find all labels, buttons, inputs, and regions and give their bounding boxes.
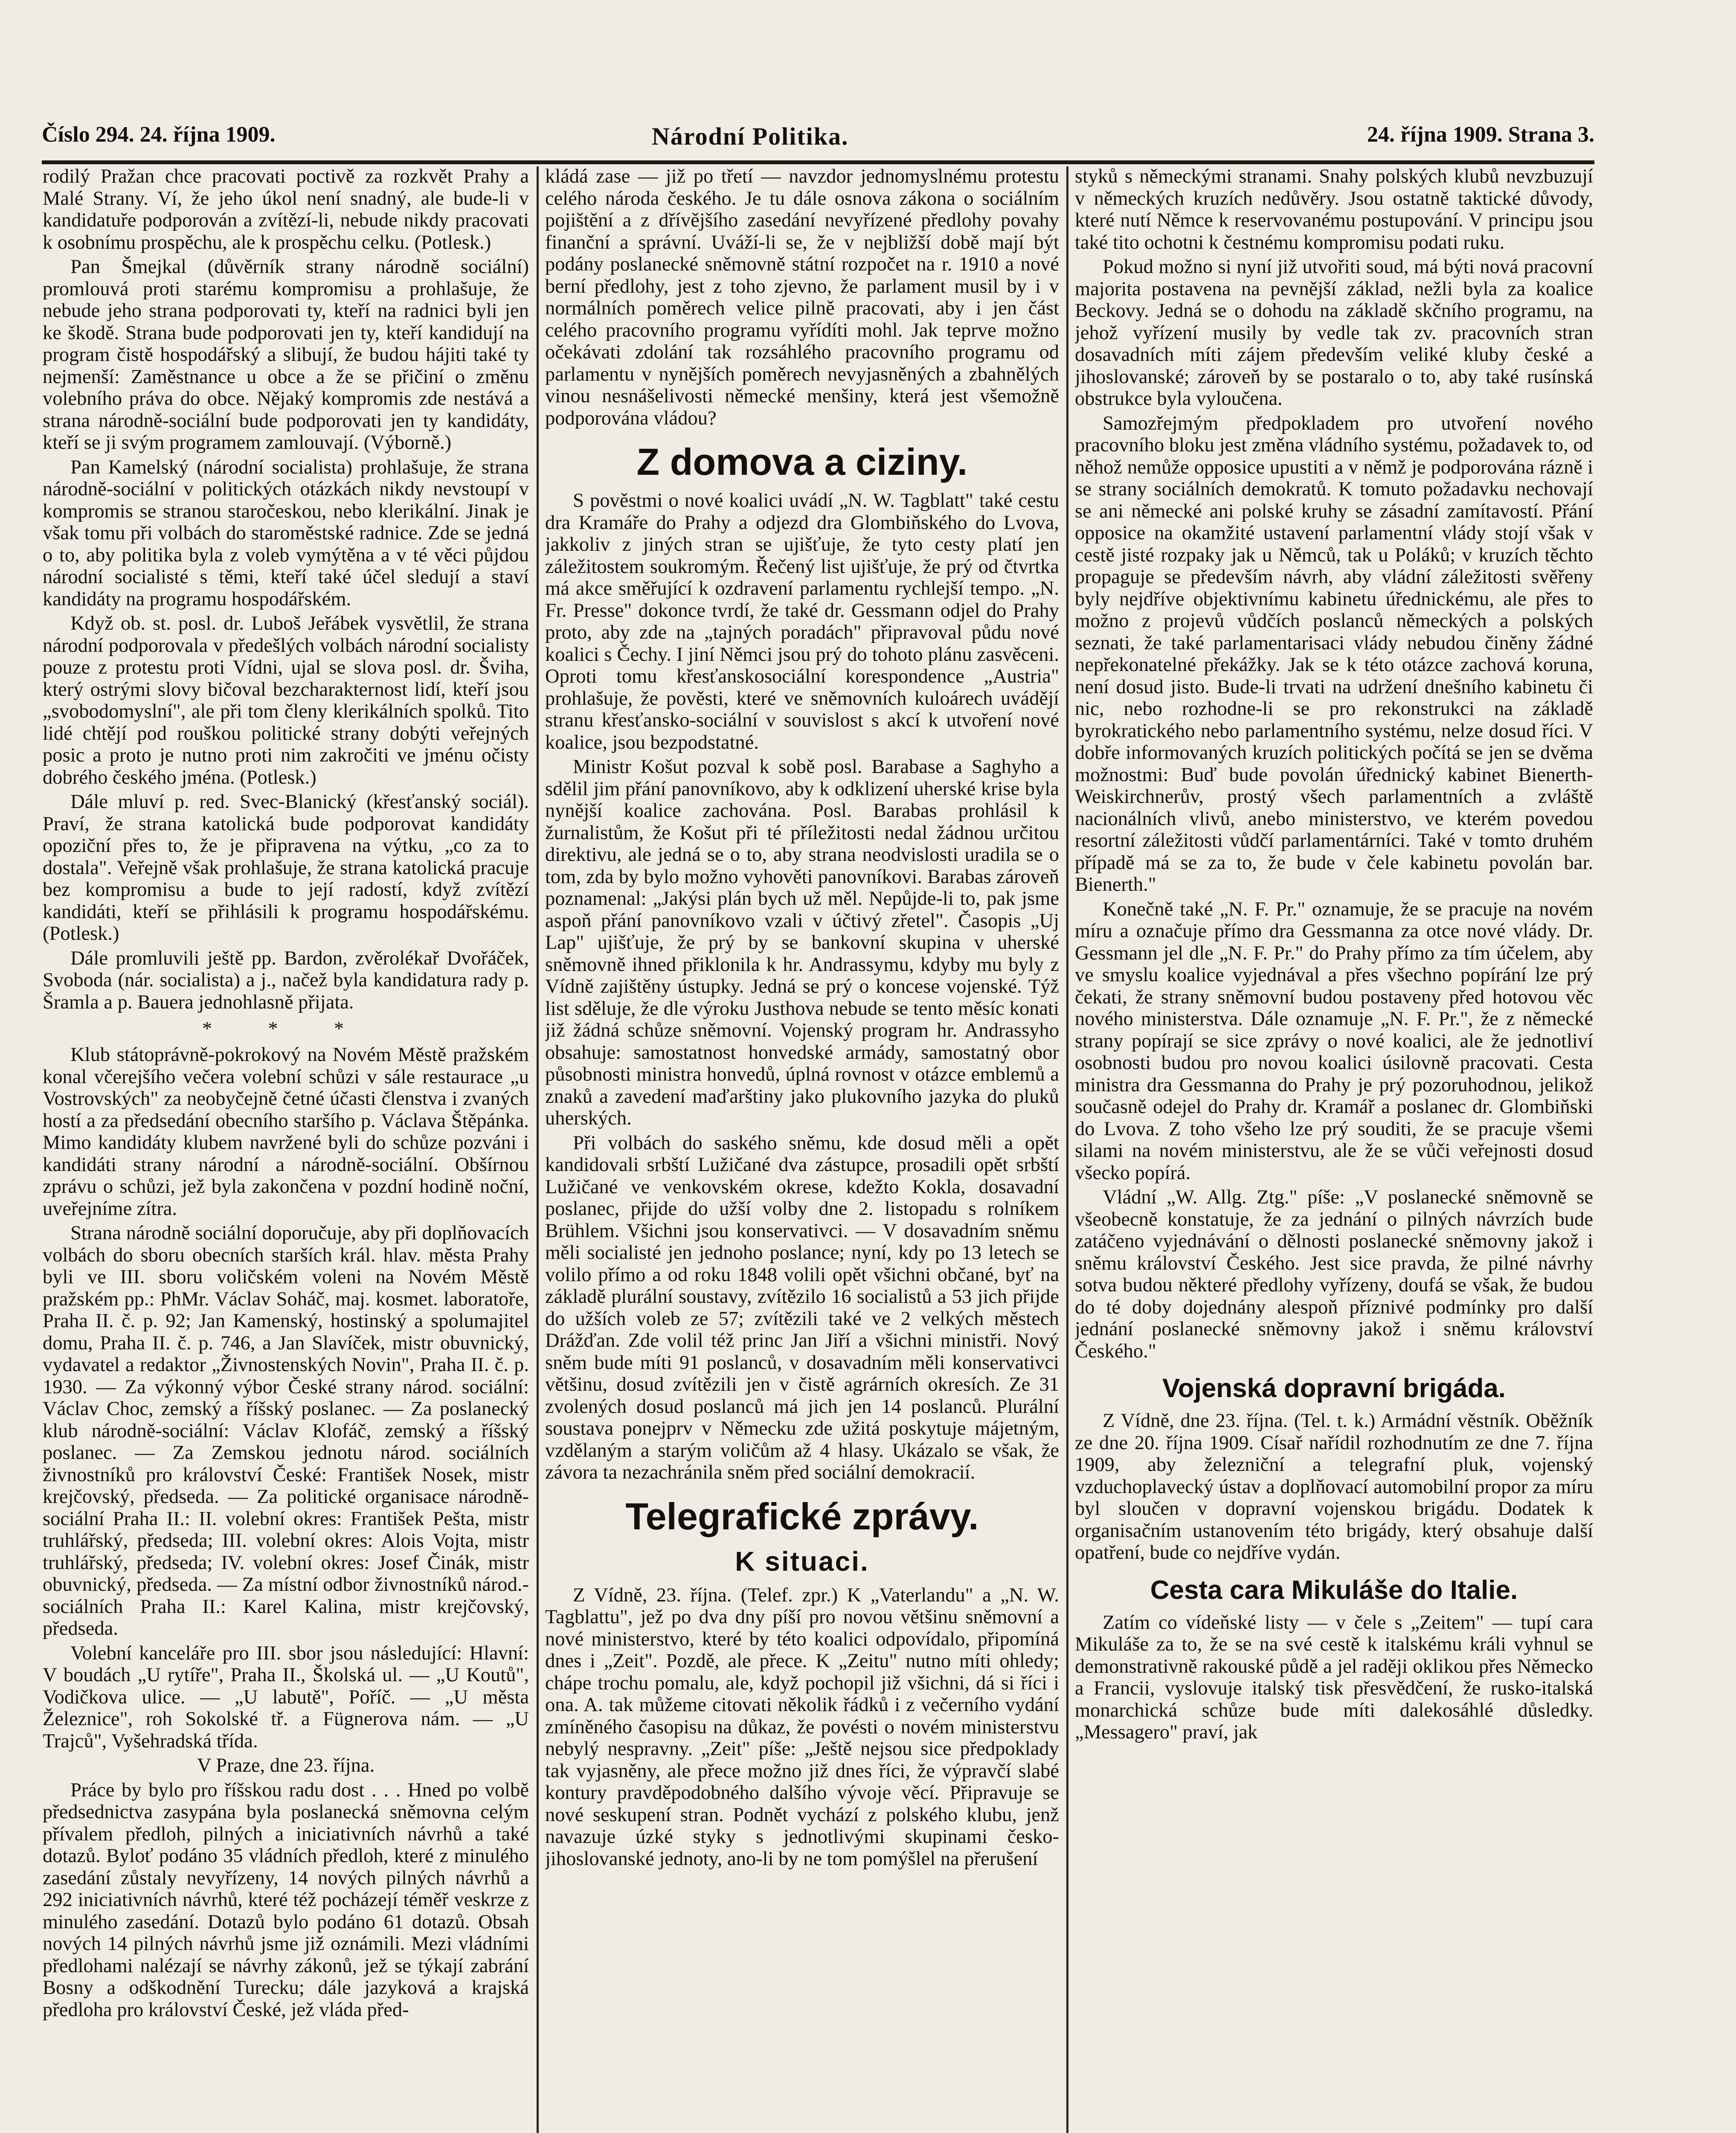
column-3 [1075, 166, 1593, 2133]
paragraph: Pan Kamelský (národní socialista) prohlašuje, že strana národně-sociální v politických otázkách nikdy nevstoupí v kompromis se stranou staročeskou, nebo klerikální. Jinak je však tomu při volbách do staroměstské radnice. Zde se jedná o to, aby politika byla z voleb vymýtěna a v té věci půjdou národní socialisté s těmi, kteří také účel sledují a staví kandidáty na programu hospodářském. [43, 456, 529, 610]
paragraph: kládá zase — již po třetí — navzdor jednomyslnému protestu celého národa českého. Je tu dále osnova zákona o sociálním pojištění a z dřívějšího zasedání nevyřízené předlohy povahy finanční a správní. Uváží-li se, že v nejbližší době mají být podány poslanecké sněmovně státní rozpočet na r. 1910 a nové berní předlohy, jest z toho zjevno, že parlament musil by i v normálních poměrech velice pilně pracovati, aby i jen část celého pracovního programu vyřídíti mohl. Jak teprve možno očekávati zdolání tak rozsáhlého pracovního programu od parlamentu v nynějších poměrech nevyjasněných a zbahnělých vinou nesnášelivosti německé menšiny, která jest všemožně podporována vládou? [545, 166, 1059, 429]
paragraph: Pan Šmejkal (důvěrník strany národně sociální) promlouvá proti starému kompromisu a prohlašuje, že nebude jeho strana podporovati ty, kteří na radnici byli jen ke škodě. Strana bude podporovati jen ty, kteří kandidují na program čistě hospodářský a slibují, že budou hájiti také ty nejmenší: Zaměstnance u obce a že se přičiní o změnu volebního práva do obce. Nějaký kompromis zde nestává a strana národně-sociální bude podporovati jen ty kandidáty, kteří se ji svým programem zamlouvají. (Výborně.) [43, 256, 529, 453]
paragraph: Z Vídně, dne 23. října. (Tel. t. k.) Armádní věstník. Oběžník ze dne 20. října 1909. Císař nařídil rozhodnutím ze dne 7. října 1909, aby železniční a telegrafní pluk, vojenský vzduchoplavecký ústav a doplňovací automobilní propor za míru byl sloučen v dopravní vojenskou brigádu. Dodatek k organisačním ustanovením této brigády, který obsahuje další opatření, bude co nejdříve vydán. [1075, 1410, 1593, 1563]
paragraph: Dále promluvili ještě pp. Bardon, zvěrolékař Dvořáček, Svoboda (nár. socialista) a j., načež byla kandidatura rady p. Šramla a p. Bauera jednohlasně přijata. [43, 947, 529, 1013]
section-separator: * * * [202, 1017, 369, 1039]
paragraph: Zatím co vídeňské listy — v čele s „Zeitem" — tupí cara Mikuláše za to, že se na své cestě k italskému králi vyhnul se demonstrativně rakouské půdě a jel raději oklikou přes Německo a Francii, vyslovuje italský tisk přesvědčení, že rusko-italská monarchická schůze bude míti dalekosáhlé důsledky. „Messagero" praví, jak [1075, 1611, 1593, 1743]
paragraph: Práce by bylo pro říšskou radu dost . . . Hned po volbě předsednictva zasypána byla poslanecká sněmovna celým přívalem předloh, pilných a iniciativních návrhů a také dotazů. Byloť podáno 35 vládních předloh, které z minulého zasedání zůstaly nevyřízeny, 14 nových pilných návrhů a 292 iniciativních návrhů, které též pocházejí téměř veskrze z minulého zasedání. Dotazů bylo podáno 61 dotazů. Obsah nových 14 pilných návrhů jsme již oznámili. Mezi vládními předlohami nalézají se návrhy zákonů, jež se týkají zabrání Bosny a odškodnění Turecku; dále jazyková a krajská předloha pro království České, jež vláda před- [43, 1779, 529, 2021]
dateline: V Praze, dne 23. října. [197, 1755, 375, 1776]
paragraph: Dále mluví p. red. Svec-Blanický (křesťanský sociál). Praví, že strana katolická bude podporovat kandidáty opoziční přes to, že je připravena na výtku, „co za to dostala". Veřejně však prohlašuje, že strana katolická pracuje bez kompromisu a bude to její radostí, když zvítězí kandidáti, kteří se přihlásili k programu hospodářskému. (Potlesk.) [43, 791, 529, 944]
section-heading: Z domova a ciziny. [636, 441, 968, 483]
paragraph: rodilý Pražan chce pracovati poctivě za rozkvět Prahy a Malé Strany. Ví, že jeho úkol není snadný, ale bude-li v kandidatuře podporován a zvítězí-li, nebude nikdy pracovati k osobnímu prospěchu, ale k prospěchu celku. (Potlesk.) [43, 166, 529, 253]
paragraph: styků s německými stranami. Snahy polských klubů nevzbuzují v německých kruzích nedůvěry. Jsou ostatně taktické důvody, které nutí Němce k reservovanému postupování. V principu jsou také tito ochotni k čestnému kompromisu podati ruku. [1075, 166, 1593, 253]
section-heading: Telegrafické zprávy. [625, 1495, 979, 1537]
column-2 [545, 166, 1059, 2133]
paragraph: Konečně také „N. F. Pr." oznamuje, že se pracuje na novém míru a označuje přímo dra Gessmanna za otce nové vlády. Dr. Gessmann jel dle „N. F. Pr." do Prahy přímo za tím účelem, aby ve smyslu koalice vyjednával a přes všechno popírání lze prý čekati, že strany sněmovní budou postaveny před hotovou věc nového ministerstva. Dále oznamuje „N. F. Pr.", že z německé strany popírají se sice zprávy o nové koalici, ale že jednotliví osobnosti budou pro novou koalici úsilovně pracovati. Cesta ministra dra Gessmanna do Prahy je prý pozoruhodnou, jelikož současně odejel do Prahy dr. Kramář a poslanec dr. Glombiňski do Lvova. Z toho všeho lze prý souditi, že se pracuje všemi silami na novém ministerstvu, ale že se vůči veřejnosti dosud všecko popírá. [1075, 898, 1593, 1184]
paragraph: Vládní „W. Allg. Ztg." píše: „V poslanecké sněmovně se všeobecně konstatuje, že za jednání o pilných návrzích bude zatáčeno vyjednávání o dělnosti poslanecké sněmovny jakož i sněmu království Českého. Jest sice pravda, že pilné návrhy sotva budou některé předlohy vyřízeny, doufá se však, že budou do té doby dojednány alespoň příznivé podmínky pro další jednání poslanecké sněmovny jakož i sněmu království Českého." [1075, 1186, 1593, 1362]
header-rule [42, 160, 1594, 164]
page-number: 24. října 1909. Strana 3. [1367, 122, 1594, 147]
paragraph: Pokud možno si nyní již utvořiti soud, má býti nová pracovní majorita postavena na pevnější základ, nežli byla za koalice Beckovy. Jedná se o dohodu na základě skčního programu, na jehož vyřízení musily by vedle tak zv. pracovních stran dosavadních míti zájem především veliké kluby české a jihoslovanské; zároveň by se postaralo o to, aby také rusínská obstrukce byla vyloučena. [1075, 256, 1593, 410]
paragraph: Při volbách do saského sněmu, kde dosud měli a opět kandidovali srbští Lužičané dva zástupce, prosadili opět srbští Lužičané ve venkovském okrese, kdežto Kokla, dosavadní poslanec, přijde do užší volby dne 2. listopadu s rolníkem Brühlem. Všichni jsou konservativci. — V dosavadním sněmu měli socialisté jen jednoho poslance; nyní, kdy po 13 letech se volilo přímo a od roku 1848 volili opět všichni občané, byť na základě plurální soustavy, zvítězilo 16 socialistů a 53 jich přijde do užších voleb ze 57; zvítězili také ve 2 velkých městech Drážďan. Zde volil též princ Jan Jiří a všichni ministři. Nový sněm bude míti 91 poslanců, v dosavadním měli konservativci většinu, dosud zvítězili jen v čistě agrárních okresích. Ze 31 zvolených dosud poslanců má jich jen 14 poslanců. Plurální soustava ponejprv v Německu zde užitá poskytuje májetným, vzdělaným a starým voličům až 4 hlasy. Ukázalo se však, že závora ta nezachránila sněm před sociální demokracií. [545, 1132, 1059, 1483]
paragraph: Když ob. st. posl. dr. Luboš Jeřábek vysvětlil, že strana národní podporovala v předešlých volbách národní socialisty pouze z protestu proti Vídni, ujal se slova posl. dr. Šviha, který ostrými slovy bičoval bezcharakternost lidí, kteří jsou „svobodomyslní", ale při tom členy klerikálních spolků. Tito lidé chtějí pod rouškou politické strany dobýti veřejných posic a proto je nutno proti nim zakročiti ve jménu očisty dobrého českého jména. (Potlesk.) [43, 613, 529, 788]
paragraph: Volební kanceláře pro III. sbor jsou následující: Hlavní: V boudách „U rytíře", Praha II., Školská ul. — „U Koutů", Vodičkova ulice. — „U labutě", Poříč. — „U města Železnice", roh Sokolské tř. a Fügnerova nám. — „U Trajců", Vyšehradská třída. [43, 1642, 529, 1752]
paragraph: Klub státoprávně-pokrokový na Novém Městě pražském konal včerejšího večera volební schůzi v sále restaurace „u Vostrovských" za neobyčejně četné účasti členstva i zvaných hostí a za předsedání obecního staršího p. Václava Štěpánka. Mimo kandidáty klubem navržené byli do schůze pozváni i kandidáti strany národní a národně-sociální. Obšírnou zprávu o schůzi, jež byla zakončena v pozdní hodině noční, uveřejníme zítra. [43, 1044, 529, 1220]
paragraph: Z Vídně, 23. října. (Telef. zpr.) K „Vaterlandu" a „N. W. Tagblattu", jež po dva dny píší pro novou většinu sněmovní a nové ministerstvo, které by této koalici odpovídalo, připomíná dnes i „Zeit". Pozdě, ale přece. K „Zeitu" nutno míti ohledy; chápe trochu pomalu, ale, když pochopil již všichni, dá si říci i ona. A. tak můžeme citovati několik řádků i z večerního vydání zmíněného časopisu na důkaz, že povésti o novém ministerstvu nebylý nespravny. „Zeit" píše: „Ještě nejsou sice předpoklady tak vyjasněny, ale přece možno již dnes říci, že výpravčí slabé kontury pravděpodobného dalšího vývoje věcí. Připravuje se nové seskupení stran. Podnět vychází z polského klubu, jenž navazuje úzké styky s jednotlivými skupinami česko-jihoslovanské jednoty, ano-li by ne tom pomýšlel na přerušení [545, 1584, 1059, 1870]
paragraph: S pověstmi o nové koalici uvádí „N. W. Tagblatt" také cestu dra Kramáře do Prahy a odjezd dra Glombiňského do Lvova, jakkoliv z jiných stran se ujišťuje, že tyto cesty platí jen záležitostem soukromým. Řečený list ujišťuje, že prý od čtvrtka má akce směřující k ozdravení parlamentu rychlejší tempo. „N. Fr. Presse" dokonce tvrdí, že také dr. Gessmann odjel do Prahy proto, aby zde na „tajných poradách" připravoval půdu nové koalici s Čechy. I jiní Němci jsou prý do tohoto plánu zasvěceni. Oproti tomu křesťanskosociální korespondence „Austria" prohlašuje, že pověsti, které ve sněmovních kuloárech uvádějí stranu křesťansko-sociální v souvislost s akcí k utvoření nové koalice, jsou bezpodstatné. [545, 490, 1059, 753]
subsection-heading: K situaci. [735, 1546, 869, 1577]
section-heading: Cesta cara Mikuláše do Italie. [1150, 1575, 1518, 1605]
column-1 [43, 166, 529, 2133]
paragraph: Strana národně sociální doporučuje, aby při doplňovacích volbách do sboru obecních starších král. hlav. města Prahy byli ve III. sboru voličském voleni na Novém Městě pražském pp.: PhMr. Václav Soháč, maj. kosmet. laboratoře, Praha II. č. p. 92; Jan Kamenský, hostinský a spolumajitel domu, Praha II. č. p. 746, a Jan Slavíček, mistr obuvnický, vydavatel a redaktor „Živnostenských Novin", Praha II. č. p. 1930. — Za výkonný výbor České strany národ. sociální: Václav Choc, zemský a říšský poslanec. — Za poslanecký klub národně-sociální: Václav Klofáč, zemský a říšský poslanec. — Za Zemskou jednotu národ. sociálních živnostníků pro království České: František Nosek, mistr krejčovský, předseda. — Za politické organisace národně-sociální Praha II.: II. volební okres: František Pešta, mistr truhlářský, předseda; III. volební okres: Alois Vojta, mistr truhlářský, předseda; IV. volební okres: Josef Činák, mistr obuvnický, předseda. — Za místní odbor živnostníků národ.-sociálních Praha II.: Karel Kalina, mistr krejčovský, předseda. [43, 1222, 529, 1639]
issue-number: Číslo 294. 24. října 1909. [42, 122, 276, 147]
column-divider [537, 166, 539, 2133]
newspaper-title: Národní Politika. [652, 122, 849, 150]
masthead [42, 115, 1594, 162]
paragraph: Samozřejmým předpokladem pro utvoření nového pracovního bloku jest změna vládního systému, požadavek to, od něhož nemůže opposice upustiti a v němž je podporována rázně i se strany sociálních demokratů. K tomuto požadavku nechovají se ani německé ani polské kruhy se zásadní zamítavostí. Přání opposice na okamžité ustavení parlamentní vlády stojí však v cestě jisté rozpaky jak u Němců, tak u Poláků; v kruzích těchto propaguje se především návrh, aby vládní záležitosti svěřeny byly nejdříve objektivnímu kabinetu úřednickému, ale přes to možno z projevů vůdčích poslanců německých a polských seznati, že také parlamentarisaci vlády nebudou činěny žádné nepřekonatelné překážky. Jak se k této otázce zachová koruna, není dosud jisto. Bude-li trvati na udržení dnešního kabinetu či nic, nebo rozhodne-li se pro rekonstrukci na základě byrokratického nebo parlamentního systému, nelze dosud říci. V dobře informovaných kruzích politických počítá se jen se dvěma možnostmi: Buď bude povolán úřednický kabinet Bienerth-Weiskirchnerův, prostý všech parlamentních a zvláště nacionálních vlivů, anebo ministerstvo, ve kterém povedou resortní záležitosti vůdčí parlamentárníci. Také v tomto druhém případě má se za to, že bude v čele kabinetu povolán bar. Bienerth." [1075, 412, 1593, 895]
section-heading: Vojenská dopravní brigáda. [1162, 1374, 1506, 1403]
column-divider [1066, 166, 1068, 2133]
paragraph: Ministr Košut pozval k sobě posl. Barabase a Saghyho a sdělil jim přání panovníkovo, aby k odklizení uherské krise byla nynější koalice zachována. Posl. Barabas prohlásil k žurnalistům, že Košut při té příležitosti nedal žádnou určitou direktivu, ale jedná se o to, aby strana neodvislosti uradila se o tom, zda by bylo možno vyhověti panovníkovi. Barabas zároveň poznamenal: „Jakýsi plán bych už měl. Nepůjde-li to, pak jsme aspoň přání panovníkovo vzali v účtivý zřetel". Časopis „Uj Lap" ujišťuje, že prý by se bankovní skupina v uherské sněmovně ihned přiklonila k hr. Andrassymu, kdyby mu byly z Vídně zajištěny ústupky. Jedná se prý o koncese vojenské. Týž list sděluje, že dle výroku Justhova nebude se tento měsíc konati již žádná schůze sněmovní. Vojenský program hr. Andrassyho obsahuje: samostatnost honvedské armády, samostatný obor působnosti ministra honvedů, úplná rovnost v otázce emblemů a znaků a zavedení maďarštiny jako plukovního jazyka do pluků uherských. [545, 756, 1059, 1129]
